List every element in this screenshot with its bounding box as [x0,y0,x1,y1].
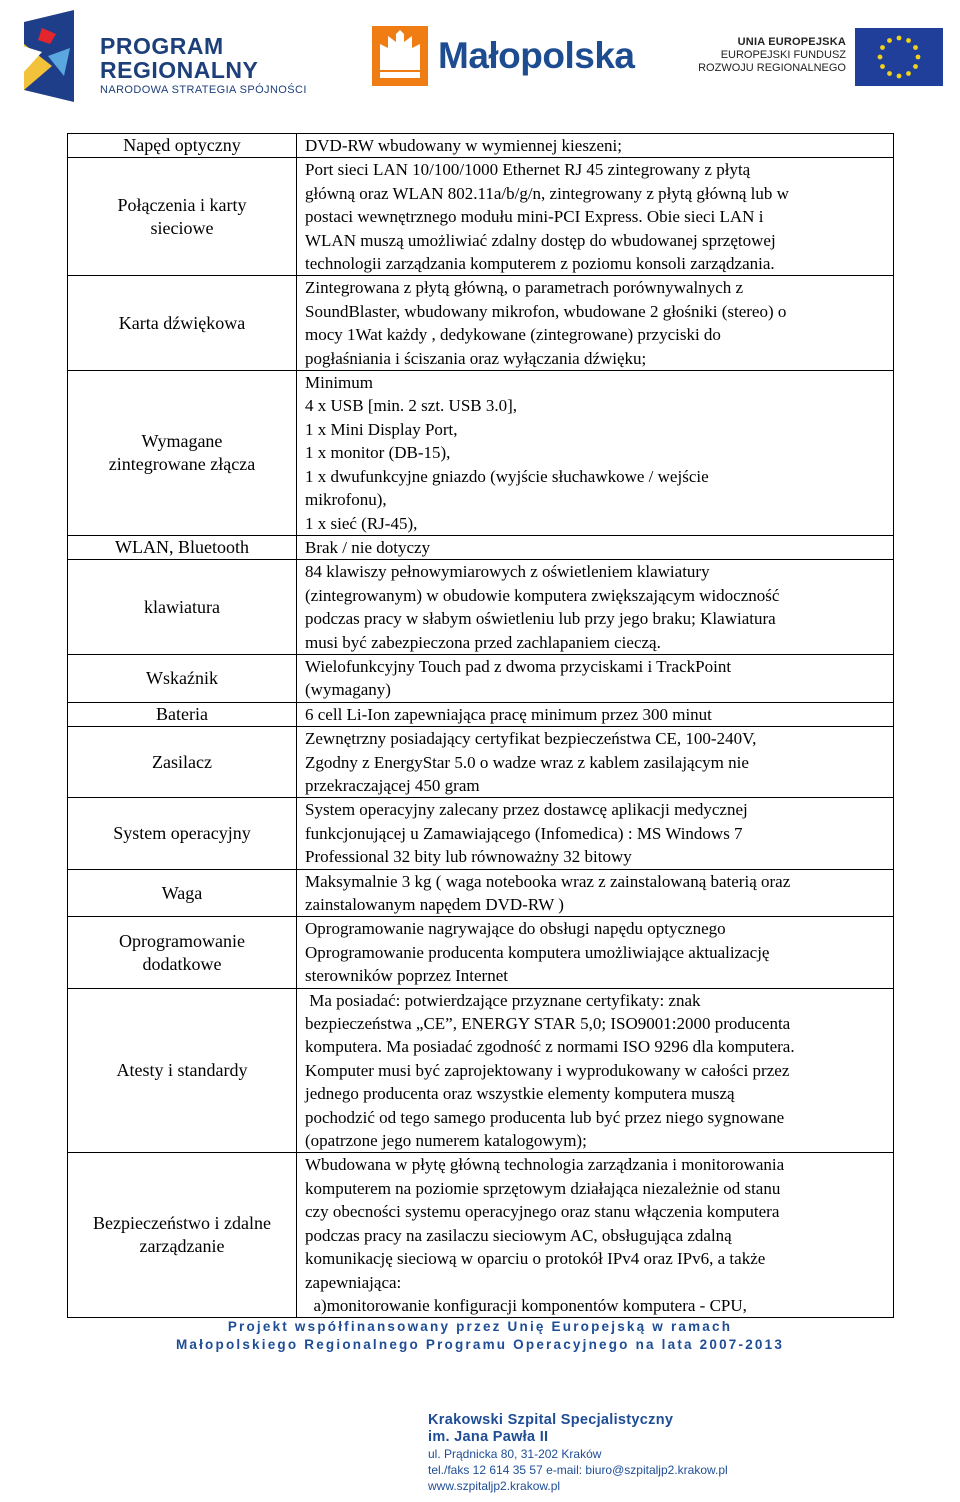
cofinancing-footer [0,1318,960,1354]
spec-row [68,1153,894,1318]
spec-value-line: 1 x dwufunkcyjne gniazdo (wyjście słuchawkowe / wejście [305,466,709,486]
spec-value-line: (zintegrowanym) w obudowie komputera zwiększającym widoczność [305,585,780,605]
spec-row [68,560,894,655]
spec-value-line: DVD-RW wbudowany w wymiennej kieszeni; [305,136,622,155]
spec-value-cell [297,276,894,371]
spec-value-line: Wielofunkcyjny Touch pad z dwoma przyciskami i TrackPoint [305,656,732,676]
program-regionalny-logo-icon [12,4,82,110]
spec-value-line: Ma posiadać: potwierdzające przyznane certyfikaty: znak [305,990,701,1010]
hospital-website[interactable]: www.szpitaljp2.krakow.pl [428,1479,561,1493]
spec-name: Napęd optyczny [123,135,241,156]
spec-name: Waga [161,882,203,903]
spec-value-line: funkcjonującej u Zamawiającego (Infomedica) : MS Windows 7 [305,823,743,843]
spec-value-line: Wbudowana w płytę główną technologia zarządzania i monitorowania [305,1155,785,1175]
eu-star-icon [913,45,918,50]
spec-name: Atesty i standardy [116,1060,248,1081]
footer-line-1: Projekt współfinansowany przez Unię Europejską w ramach [227,1319,733,1334]
spec-value-line: Komputer musi być zaprojektowany i wyprodukowany w całości przez [305,1060,790,1080]
spec-name-cell [68,702,297,726]
spec-row [68,371,894,536]
eu-star-icon [906,71,911,76]
spec-value-line: (opatrzone jego numerem katalogowym); [305,1131,587,1151]
spec-value-line: Oprogramowanie producenta komputera umożliwiające aktualizację [305,942,770,962]
spec-name: dodatkowe [142,953,222,974]
spec-value-line: czy obecności systemu operacyjnego oraz stanu włączenia komputera [305,1202,780,1222]
spec-row [68,798,894,869]
spec-row [68,702,894,726]
spec-name-cell [68,134,297,158]
spec-value-line: Zintegrowana z płytą główną, o parametrach porównywalnych z [305,278,744,298]
hospital-contact [428,1412,728,1494]
hospital-phone-email: tel./faks 12 614 35 57 e-mail: biuro@szpitaljp2.krakow.pl [428,1463,728,1477]
spec-value-line: 1 x sieć (RJ-45), [305,513,418,533]
spec-value-cell [297,158,894,276]
spec-name-cell [68,917,297,988]
spec-name-cell [68,371,297,536]
spec-value-line: (wymagany) [305,680,391,700]
spec-value-line: Brak / nie dotyczy [305,537,431,557]
spec-value-line: bezpieczeństwa „CE”, ENERGY STAR 5,0; ISO9001:2000 producenta [305,1014,791,1034]
spec-row [68,988,894,1153]
program-subtitle: REGIONALNY [100,57,259,83]
eu-title: UNIA EUROPEJSKA [737,36,846,48]
eu-star-icon [878,55,883,60]
eu-star-icon [913,64,918,69]
spec-value-line: SoundBlaster, wbudowany mikrofon, wbudowane 2 głośniki (stereo) o [305,301,787,321]
spec-value-line: zainstalowanym napędem DVD-RW ) [305,895,564,914]
spec-name-cell [68,560,297,655]
spec-value-line: 1 x monitor (DB-15), [305,443,451,463]
program-strategy: NARODOWA STRATEGIA SPÓJNOŚCI [100,84,307,96]
spec-row [68,158,894,276]
spec-value-cell [297,917,894,988]
eu-flag-icon [855,28,943,86]
spec-value-line: 1 x Mini Display Port, [305,419,458,439]
spec-value-line: podczas pracy na zasilaczu sieciowym AC, obsługująca zdalną [305,1225,732,1245]
spec-name: Wymagane [141,430,223,451]
spec-name: System operacyjny [113,822,251,843]
spec-value-line: jednego producenta oraz wszystkie elementy komputera muszą [305,1084,735,1104]
spec-name: Oprogramowanie [119,930,245,951]
spec-name: klawiatura [144,596,220,617]
spec-value-cell [297,560,894,655]
spec-value-line: podczas pracy w słabym oświetleniu lub przy jego braku; Klawiatura [305,609,776,629]
spec-value-line: zapewniająca: [305,1272,402,1292]
spec-value-line: 84 klawiszy pełnowymiarowych z oświetleniem klawiatury [305,562,710,582]
spec-value-line: System operacyjny zalecany przez dostawcę aplikacji medycznej [305,800,748,820]
spec-value-line: Minimum [305,373,374,393]
spec-value-line: Zewnętrzny posiadający certyfikat bezpieczeństwa CE, 100-240V, [305,729,757,749]
spec-value-line: pochodzić od tego samego producenta lub być przez niego sygnowane [305,1107,785,1127]
spec-value-line: WLAN muszą umożliwiać zdalny dostęp do wbudowanej sprzętowej [305,230,776,250]
spec-value-cell [297,869,894,917]
spec-name: WLAN, Bluetooth [115,537,249,558]
spec-value-line: 4 x USB [min. 2 szt. USB 3.0], [305,396,518,416]
spec-value-line: Maksymalnie 3 kg ( waga notebooka wraz z zainstalowaną baterią oraz [305,871,791,891]
spec-name: sieciowe [150,217,214,238]
hospital-patron: im. Jana Pawła II [428,1429,549,1445]
spec-value-cell [297,654,894,702]
spec-value-line: mocy 1Wat każdy , dedykowane (zintegrowane) przyciski do [305,325,721,345]
spec-value-line: technologii zarządzania komputerem z poziomu konsoli zarządzania. [305,254,775,274]
spec-name-cell [68,535,297,559]
spec-name-cell [68,1153,297,1318]
hospital-address: ul. Prądnicka 80, 31-202 Kraków [428,1447,602,1461]
spec-name: Bezpieczeństwo i zdalne [93,1213,271,1234]
eu-fund-name: ROZWOJU REGIONALNEGO [698,62,846,74]
spec-value-cell [297,798,894,869]
spec-row [68,134,894,158]
spec-row [68,276,894,371]
spec-row [68,869,894,917]
spec-value-line: główną oraz WLAN 802.11a/b/g/n, zintegrowany z płytą główną lub w [305,183,789,203]
malopolska-wordmark: Małopolska [438,35,635,76]
spec-name-cell [68,798,297,869]
spec-name: Wskaźnik [146,667,218,688]
spec-value-line: sterowników poprzez Internet [305,966,508,986]
eu-star-icon [897,74,902,79]
spec-value-line: komputerem na poziomie sprzętowym działająca niezależnie od stanu [305,1178,781,1198]
spec-row [68,654,894,702]
spec-value-cell [297,702,894,726]
footer-line-2: Małopolskiego Regionalnego Programu Operacyjnego na lata 2007-2013 [175,1337,785,1352]
spec-name-cell [68,276,297,371]
malopolska-logo-icon [372,26,428,86]
spec-value-line: przekraczającej 450 gram [305,775,480,795]
spec-value-line: Professional 32 bity lub równoważny 32 bitowy [305,847,632,867]
spec-value-line: Port sieci LAN 10/100/1000 Ethernet RJ 45 zintegrowany z płytą [305,160,751,180]
spec-name: Połączenia i karty [117,194,247,215]
spec-name-cell [68,158,297,276]
spec-name-cell [68,654,297,702]
spec-name-cell [68,869,297,917]
spec-value-cell [297,1153,894,1318]
spec-name: Bateria [156,703,208,724]
spec-name: zarządzanie [139,1236,225,1257]
spec-name: Zasilacz [152,751,212,772]
spec-row [68,535,894,559]
spec-value-cell [297,134,894,158]
eu-star-icon [897,36,902,41]
spec-row [68,917,894,988]
spec-value-line: 6 cell Li-Ion zapewniająca pracę minimum przez 300 minut [305,704,712,724]
spec-value-line: mikrofonu), [305,490,387,510]
eu-star-icon [916,55,921,60]
eu-star-icon [880,45,885,50]
eu-star-icon [880,64,885,69]
spec-value-line: musi być zabezpieczona przed zachlapaniem cieczą. [305,632,661,652]
eu-star-icon [887,38,892,43]
eu-star-icon [906,38,911,43]
spec-value-cell [297,371,894,536]
program-title: PROGRAM [100,33,224,59]
spec-name: zintegrowane złącza [108,453,256,474]
page-header [0,0,960,120]
specification-table [67,133,894,1318]
spec-value-cell [297,535,894,559]
spec-value-line: komputera. Ma posiadać zgodność z normami ISO 9296 dla komputera. [305,1037,795,1057]
spec-name-cell [68,988,297,1153]
spec-value-cell [297,988,894,1153]
eu-fund: EUROPEJSKI FUNDUSZ [720,49,846,61]
spec-value-line: komunikację sieciową w oparciu o protokół IPv4 oraz IPv6, a także [305,1249,766,1269]
spec-name: Karta dźwiękowa [118,312,246,333]
spec-value-line: a)monitorowanie konfiguracji komponentów komputera - CPU, [305,1295,747,1315]
spec-value-line: postaci wewnętrznego modułu mini-PCI Express. Obie sieci LAN i [305,207,764,227]
spec-value-line: pogłaśniania i ściszania oraz wyłączania dźwięku; [305,348,647,368]
hospital-name: Krakowski Szpital Specjalistyczny [428,1412,674,1428]
spec-value-cell [297,727,894,798]
eu-star-icon [887,71,892,76]
spec-row [68,727,894,798]
spec-name-cell [68,727,297,798]
spec-value-line: Oprogramowanie nagrywające do obsługi napędu optycznego [305,919,726,939]
spec-value-line: Zgodny z EnergyStar 5.0 o wadze wraz z kablem zasilającym nie [305,752,749,772]
